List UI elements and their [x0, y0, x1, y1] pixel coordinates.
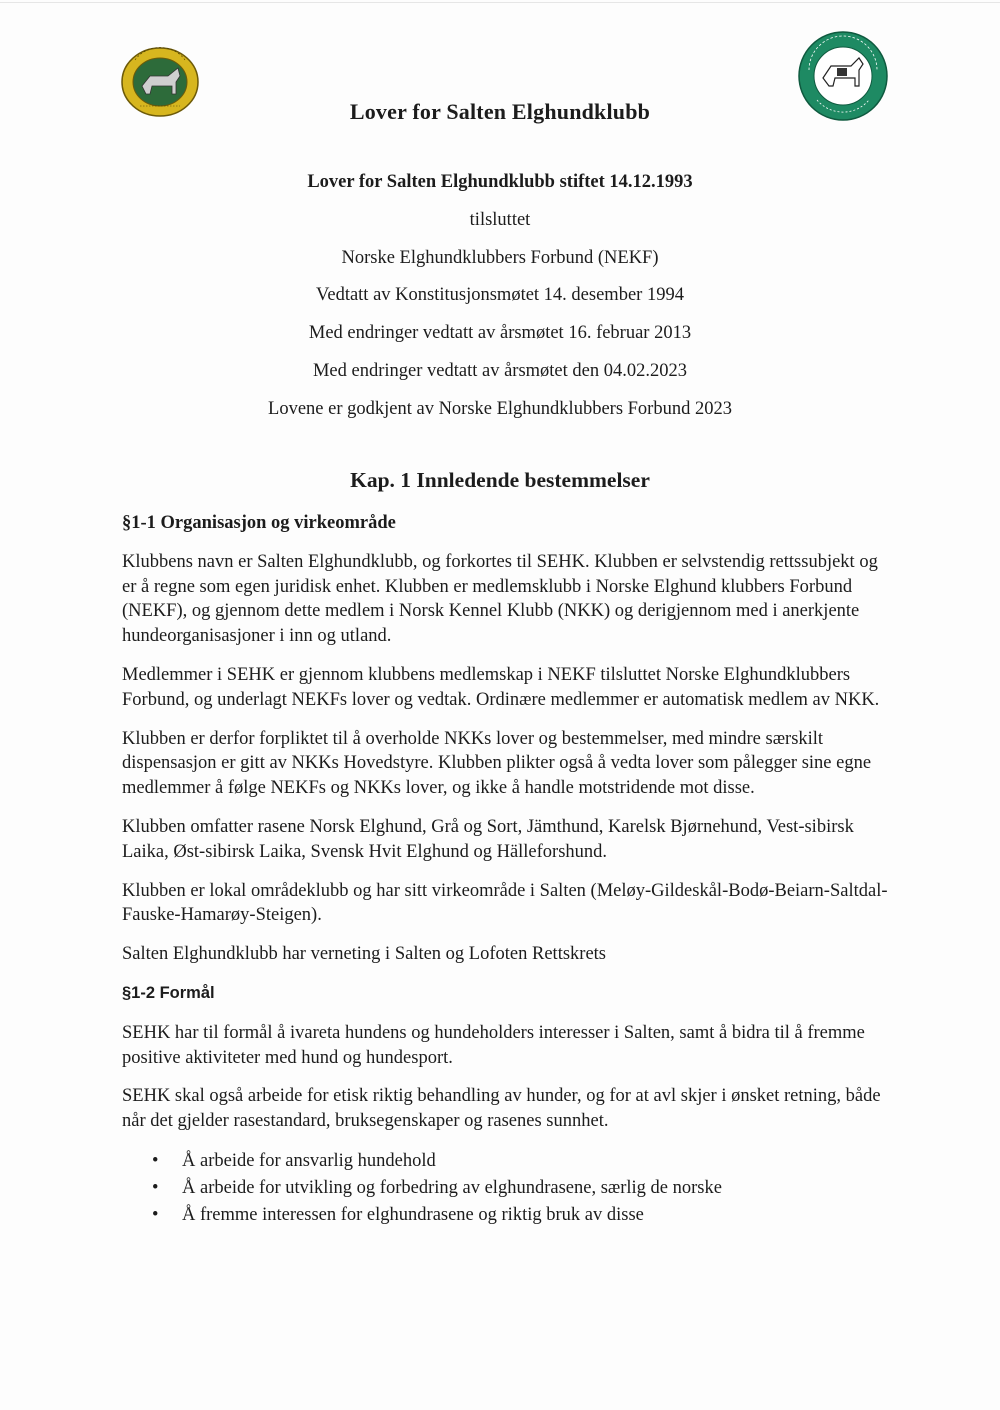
section-heading: §1-1 Organisasjon og virkeområde [122, 513, 396, 533]
paragraph: Salten Elghundklubb har verneting i Salten og Lofoten Rettskrets [122, 944, 606, 965]
section-heading: §1-2 Formål [122, 983, 215, 1002]
chapter-title: Kap. 1 Innledende bestemmelser [350, 468, 650, 492]
intro-line: Lovene er godkjent av Norske Elghundklubbers Forbund 2023 [268, 398, 732, 419]
paragraph: Klubbens navn er Salten Elghundklubb, og forkortes til SEHK. Klubben er selvstendig rettssubjekt og er å regne som egen juridisk enhet. Klubben er medlemsklubb i Norske Elghund klubbers Forbund (NEKF), og gjennom dette medlem i Norsk Kennel Klubb (NKK) og derigjennom med i anerkjente hundeorganisasjoner i inn og utland. [122, 551, 878, 647]
purpose-list [122, 1148, 892, 1229]
paragraph: Medlemmer i SEHK er gjennom klubbens medlemskap i NEKF tilsluttet Norske Elghundklubbers Forbund, og underlagt NEKFs lover og vedtak. Ordinære medlemmer er automatisk medlem av NKK. [122, 664, 880, 710]
intro-line: Lover for Salten Elghundklubb stiftet 14.12.1993 [307, 172, 693, 192]
document-body [122, 511, 892, 1229]
list-item: • Å fremme interessen for elghundrasene og riktig bruk av disse [182, 1202, 892, 1229]
scan-edge-line [0, 2, 1000, 3]
intro-line: Vedtatt av Konstitusjonsmøtet 14. desember 1994 [316, 285, 684, 306]
intro-line: tilsluttet [469, 209, 531, 230]
intro-block [0, 168, 1000, 433]
paragraph: SEHK har til formål å ivareta hundens og hundeholders interesser i Salten, samt å bidra til å fremme positive aktiviteter med hund og hundesport. [122, 1022, 865, 1068]
intro-line: Med endringer vedtatt av årsmøtet 16. februar 2013 [308, 323, 692, 344]
document-title: Lover for Salten Elghundklubb [349, 99, 651, 124]
list-item: • Å arbeide for ansvarlig hundehold [182, 1148, 892, 1175]
paragraph: Klubben er derfor forpliktet til å overholde NKKs lover og bestemmelser, med mindre særskilt dispensasjon er gitt av NKKs Hovedstyre. Klubben plikter også å vedta lover som pålegger sine egne medlemmer å følge NEKFs og NKKs lover, og ikke å handle motstridende mot disse. [122, 728, 872, 799]
intro-line: Norske Elghundklubbers Forbund (NEKF) [341, 247, 659, 268]
paragraph: Klubben er lokal områdeklubb og har sitt virkeområde i Salten (Meløy-Gildeskål-Bodø-Beiarn-Saltdal-Fauske-Hamarøy-Steigen). [122, 880, 888, 926]
list-item: • Å arbeide for utvikling og forbedring av elghundrasene, særlig de norske [182, 1175, 892, 1202]
intro-line: Med endringer vedtatt av årsmøtet den 04.02.2023 [312, 360, 687, 381]
paragraph: SEHK skal også arbeide for etisk riktig behandling av hunder, og for at avl skjer i ønsket retning, både når det gjelder rasestandard, bruksegenskaper og rasenes sunnhet. [122, 1086, 881, 1132]
paragraph: Klubben omfatter rasene Norsk Elghund, Grå og Sort, Jämthund, Karelsk Bjørnehund, Vest-sibirsk Laika, Øst-sibirsk Laika, Svensk Hvit Elghund og Hälleforshund. [122, 816, 854, 862]
